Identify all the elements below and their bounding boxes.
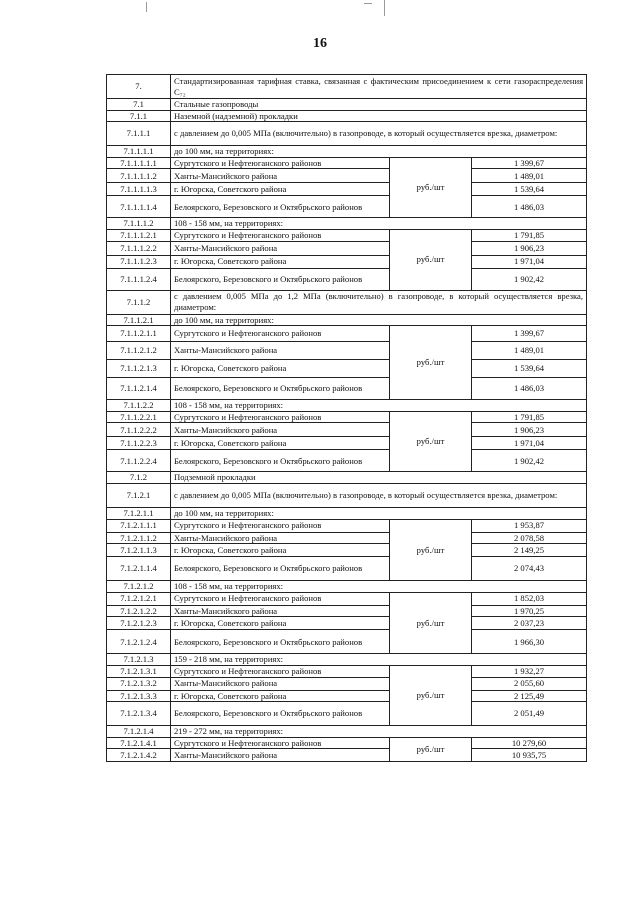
price-cell: 2 074,43	[472, 557, 587, 581]
row-code: 7.1	[107, 99, 171, 111]
section-title: с давлением до 0,005 МПа (включительно) в газопроводе, в который осуществляется врезка, диаметром:	[171, 483, 587, 507]
row-code: 7.1.2.1.2	[107, 581, 171, 593]
price-cell: 1 399,67	[472, 326, 587, 342]
price-cell: 1 489,01	[472, 342, 587, 360]
section-row	[107, 400, 587, 412]
row-code: 7.1.2.1.2.2	[107, 605, 171, 617]
unit-cell: руб./шт	[390, 411, 472, 472]
row-code: 7.1.2.1.3.4	[107, 702, 171, 726]
table-row	[107, 749, 587, 762]
table-row	[107, 378, 587, 400]
table-row	[107, 196, 587, 218]
section-title: Подземной прокладки	[171, 472, 587, 484]
row-code: 7.1.2.1.3	[107, 654, 171, 666]
territory-name: г. Югорска, Советского района	[171, 360, 390, 378]
price-cell: 2 051,49	[472, 702, 587, 726]
table-row	[107, 519, 587, 532]
row-code: 7.1.2	[107, 472, 171, 484]
row-code: 7.1.2.1.4.1	[107, 737, 171, 749]
tariff-table	[106, 74, 587, 762]
row-code: 7.1.2.1.1.4	[107, 557, 171, 581]
row-code: 7.1.1.2	[107, 290, 171, 314]
price-cell: 1 971,04	[472, 437, 587, 450]
row-code: 7.1.1.1.1	[107, 146, 171, 158]
row-code: 7.1.1.1.1.1	[107, 157, 171, 169]
territory-name: Сургутского и Нефтеюганского районов	[171, 737, 390, 749]
price-cell: 1 539,64	[472, 360, 587, 378]
section-row	[107, 314, 587, 326]
section-row	[107, 507, 587, 519]
territory-name: Белоярского, Березовского и Октябрьского районов	[171, 196, 390, 218]
table-row	[107, 690, 587, 702]
table-row	[107, 617, 587, 630]
table-row	[107, 326, 587, 342]
table-row	[107, 360, 587, 378]
scan-mark-top	[384, 0, 385, 16]
territory-name: г. Югорска, Советского района	[171, 183, 390, 196]
section-title: до 100 мм, на территориях:	[171, 507, 587, 519]
territory-name: Ханты-Мансийского района	[171, 605, 390, 617]
price-cell: 1 486,03	[472, 378, 587, 400]
territory-name: Белоярского, Березовского и Октябрьского районов	[171, 630, 390, 654]
row-code: 7.1.2.1	[107, 483, 171, 507]
table-row	[107, 737, 587, 749]
territory-name: Белоярского, Березовского и Октябрьского районов	[171, 557, 390, 581]
territory-name: Сургутского и Нефтеюганского районов	[171, 157, 390, 169]
row-code: 7.1.1.2.2.4	[107, 450, 171, 472]
scan-mark-top	[146, 2, 147, 12]
price-cell: 2 078,58	[472, 532, 587, 544]
unit-cell: руб./шт	[390, 665, 472, 725]
price-cell: 2 055,60	[472, 677, 587, 690]
table-row	[107, 169, 587, 183]
section-title: с давлением до 0,005 МПа (включительно) в газопроводе, в который осуществляется врезка, диаметром:	[171, 122, 587, 146]
section-row	[107, 290, 587, 314]
row-code: 7.1.1.2.2.3	[107, 437, 171, 450]
unit-cell: руб./шт	[390, 229, 472, 290]
price-cell: 1 906,23	[472, 241, 587, 255]
price-cell: 1 489,01	[472, 169, 587, 183]
row-code: 7.1.2.1.1.3	[107, 544, 171, 557]
row-code: 7.	[107, 75, 171, 99]
row-code: 7.1.1.1.2.3	[107, 255, 171, 268]
price-cell: 1 399,67	[472, 157, 587, 169]
territory-name: г. Югорска, Советского района	[171, 437, 390, 450]
row-code: 7.1.2.1.2.4	[107, 630, 171, 654]
territory-name: Сургутского и Нефтеюганского районов	[171, 326, 390, 342]
price-cell: 1 486,03	[472, 196, 587, 218]
section-row	[107, 218, 587, 230]
row-code: 7.1.1.1.2.2	[107, 241, 171, 255]
section-row	[107, 726, 587, 738]
row-code: 7.1.2.1.1.2	[107, 532, 171, 544]
row-code: 7.1.1.1.1.3	[107, 183, 171, 196]
territory-name: Сургутского и Нефтеюганского районов	[171, 229, 390, 241]
table-row	[107, 157, 587, 169]
section-title: 108 - 158 мм, на территориях:	[171, 218, 587, 230]
territory-name: Ханты-Мансийского района	[171, 169, 390, 183]
section-row	[107, 122, 587, 146]
row-code: 7.1.2.1.4.2	[107, 749, 171, 762]
row-code: 7.1.1.1.2.4	[107, 268, 171, 290]
section-title: 108 - 158 мм, на территориях:	[171, 581, 587, 593]
row-code: 7.1.2.1.1.1	[107, 519, 171, 532]
unit-cell: руб./шт	[390, 157, 472, 218]
territory-name: Ханты-Мансийского района	[171, 749, 390, 762]
section-title: Стандартизированная тарифная ставка, связанная с фактическим присоединением к сети газораспределения С₇₂	[171, 75, 587, 99]
unit-cell: руб./шт	[390, 592, 472, 654]
section-title: 159 - 218 мм, на территориях:	[171, 654, 587, 666]
price-cell: 1 791,85	[472, 229, 587, 241]
row-code: 7.1.1.2.1	[107, 314, 171, 326]
territory-name: Ханты-Мансийского района	[171, 677, 390, 690]
section-title: с давлением 0,005 МПа до 1,2 МПа (включительно) в газопроводе, в который осуществляется врезка, диаметром:	[171, 290, 587, 314]
territory-name: г. Югорска, Советского района	[171, 255, 390, 268]
table-row	[107, 423, 587, 437]
row-code: 7.1.1.2.2.1	[107, 411, 171, 423]
row-code: 7.1.2.1.4	[107, 726, 171, 738]
price-cell: 1 902,42	[472, 268, 587, 290]
price-cell: 1 953,87	[472, 519, 587, 532]
price-cell: 1 906,23	[472, 423, 587, 437]
row-code: 7.1.1	[107, 110, 171, 122]
table-row	[107, 241, 587, 255]
price-cell: 1 971,04	[472, 255, 587, 268]
section-title: до 100 мм, на территориях:	[171, 146, 587, 158]
table-row	[107, 677, 587, 690]
row-code: 7.1.2.1.3.3	[107, 690, 171, 702]
price-cell: 1 970,25	[472, 605, 587, 617]
territory-name: Сургутского и Нефтеюганского районов	[171, 665, 390, 677]
territory-name: Сургутского и Нефтеюганского районов	[171, 411, 390, 423]
table-row	[107, 592, 587, 605]
territory-name: Ханты-Мансийского района	[171, 423, 390, 437]
row-code: 7.1.1.1.2	[107, 218, 171, 230]
unit-cell: руб./шт	[390, 519, 472, 581]
table-row	[107, 702, 587, 726]
territory-name: г. Югорска, Советского района	[171, 544, 390, 557]
row-code: 7.1.1.2.1.1	[107, 326, 171, 342]
row-code: 7.1.2.1.2.3	[107, 617, 171, 630]
territory-name: Сургутского и Нефтеюганского районов	[171, 519, 390, 532]
price-cell: 10 279,60	[472, 737, 587, 749]
section-row	[107, 146, 587, 158]
section-row	[107, 654, 587, 666]
territory-name: Белоярского, Березовского и Октябрьского районов	[171, 378, 390, 400]
territory-name: Ханты-Мансийского района	[171, 532, 390, 544]
price-cell: 1 539,64	[472, 183, 587, 196]
table-row	[107, 255, 587, 268]
territory-name: Ханты-Мансийского района	[171, 342, 390, 360]
section-row	[107, 75, 587, 99]
section-title: Наземной (надземной) прокладки	[171, 110, 587, 122]
table-row	[107, 342, 587, 360]
price-cell: 2 149,25	[472, 544, 587, 557]
territory-name: Ханты-Мансийского района	[171, 241, 390, 255]
table-row	[107, 630, 587, 654]
row-code: 7.1.1.2.2.2	[107, 423, 171, 437]
row-code: 7.1.1.2.1.2	[107, 342, 171, 360]
row-code: 7.1.1.1.2.1	[107, 229, 171, 241]
row-code: 7.1.2.1.3.2	[107, 677, 171, 690]
row-code: 7.1.2.1.1	[107, 507, 171, 519]
price-cell: 10 935,75	[472, 749, 587, 762]
section-title: до 100 мм, на территориях:	[171, 314, 587, 326]
row-code: 7.1.2.1.2.1	[107, 592, 171, 605]
price-cell: 2 037,23	[472, 617, 587, 630]
price-cell: 1 852,03	[472, 592, 587, 605]
section-title: 219 - 272 мм, на территориях:	[171, 726, 587, 738]
table-row	[107, 544, 587, 557]
table-row	[107, 532, 587, 544]
row-code: 7.1.1.2.1.3	[107, 360, 171, 378]
row-code: 7.1.1.1.1.4	[107, 196, 171, 218]
table-row	[107, 437, 587, 450]
section-row	[107, 472, 587, 484]
table-row	[107, 268, 587, 290]
table-row	[107, 605, 587, 617]
page-number: 16	[313, 36, 327, 51]
territory-name: г. Югорска, Советского района	[171, 690, 390, 702]
territory-name: Белоярского, Березовского и Октябрьского районов	[171, 702, 390, 726]
section-row	[107, 99, 587, 111]
scan-mark-top	[364, 3, 372, 4]
territory-name: Белоярского, Березовского и Октябрьского районов	[171, 450, 390, 472]
row-code: 7.1.2.1.3.1	[107, 665, 171, 677]
table-row	[107, 411, 587, 423]
table-row	[107, 229, 587, 241]
price-cell: 1 791,85	[472, 411, 587, 423]
section-row	[107, 110, 587, 122]
price-cell: 1 932,27	[472, 665, 587, 677]
territory-name: Белоярского, Березовского и Октябрьского районов	[171, 268, 390, 290]
unit-cell: руб./шт	[390, 737, 472, 762]
row-code: 7.1.1.1.1.2	[107, 169, 171, 183]
price-cell: 1 902,42	[472, 450, 587, 472]
section-row	[107, 581, 587, 593]
table-row	[107, 183, 587, 196]
row-code: 7.1.1.1	[107, 122, 171, 146]
table-row	[107, 557, 587, 581]
territory-name: г. Югорска, Советского района	[171, 617, 390, 630]
unit-cell: руб./шт	[390, 326, 472, 400]
territory-name: Сургутского и Нефтеюганского районов	[171, 592, 390, 605]
row-code: 7.1.1.2.1.4	[107, 378, 171, 400]
section-title: 108 - 158 мм, на территориях:	[171, 400, 587, 412]
price-cell: 2 125,49	[472, 690, 587, 702]
table-row	[107, 665, 587, 677]
price-cell: 1 966,30	[472, 630, 587, 654]
row-code: 7.1.1.2.2	[107, 400, 171, 412]
table-row	[107, 450, 587, 472]
section-row	[107, 483, 587, 507]
section-title: Стальные газопроводы	[171, 99, 587, 111]
